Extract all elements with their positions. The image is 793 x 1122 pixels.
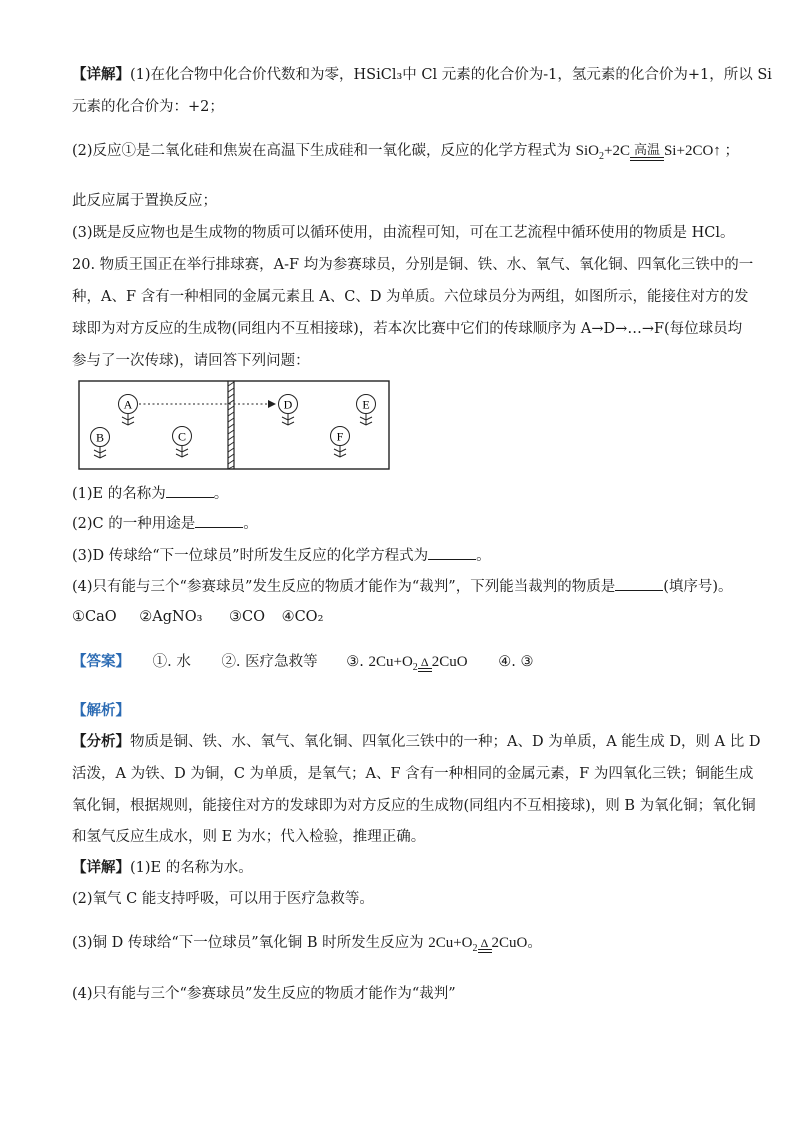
explain-line-2: (2)氧气 C 能支持呼吸，可以用于医疗急救等。 (72, 891, 374, 907)
option-3: ③CO (229, 609, 265, 625)
question-line-2: 种，A、F 含有一种相同的金属元素且 A、C、D 为单质。六位球员分为两组，如图所示，能接住对方的发 (72, 289, 749, 305)
q4-post: (填序号)。 (663, 579, 733, 595)
volleyball-diagram (78, 380, 390, 470)
heating-equals (418, 656, 432, 679)
explain-text: (3)铜 D 传球给“下一位球员”氧化铜 B 时所发生反应为 (72, 935, 424, 951)
answer-4: ④. ③ (498, 654, 534, 670)
analysis-tag: 【解析】 (72, 703, 130, 719)
reaction-post: ； (724, 143, 740, 159)
condition-equals (630, 143, 664, 168)
formula-sub: 2 (412, 662, 418, 673)
subquestion-2 (72, 513, 732, 535)
formula-sub: 2 (599, 151, 604, 162)
explain-line-1 (72, 857, 732, 879)
player-D (279, 395, 298, 426)
player-label: E (362, 397, 370, 412)
subquestion-3 (72, 545, 732, 567)
reaction-line (72, 140, 740, 168)
heating-symbol: Δ (480, 936, 489, 950)
pass-arrowhead (268, 400, 276, 408)
q2-post: 。 (243, 516, 258, 532)
analysis-line-2: 活泼，A 为铁、D 为铜，C 为单质，是氧气；A、F 含有一种相同的金属元素，F 为四氧化三铁；铜能生成 (72, 766, 754, 782)
question-line-1: 20. 物质王国正在举行排球赛，A-F 均为参赛球员，分别是铜、铁、水、氧气、氧化铜、四氧化三铁中的一 (72, 257, 754, 273)
heating-symbol: Δ (420, 655, 429, 669)
line-displacement: 此反应属于置换反应； (72, 193, 217, 209)
reaction-text: (2)反应①是二氧化硅和焦炭在高温下生成硅和一氧化碳，反应的化学方程式为 (72, 143, 572, 159)
net (228, 381, 234, 469)
reaction-equation (575, 142, 725, 162)
formula-left: SiO (575, 143, 599, 159)
answer-3-number: ③. (346, 654, 364, 670)
q1-post: 。 (213, 486, 229, 502)
explain-post: 。 (527, 935, 542, 951)
explain-text: (1)E 的名称为水。 (130, 860, 253, 876)
answer-blank-4[interactable] (615, 576, 663, 591)
answer-line (72, 651, 732, 679)
player-E (357, 395, 376, 426)
subquestion-4 (72, 576, 732, 598)
player-label: F (336, 429, 344, 444)
formula-plus: +2C (604, 143, 630, 159)
question-line-4: 参与了一次传球)，请回答下列问题： (72, 353, 310, 369)
answer-1: ①. 水 (152, 654, 191, 670)
answer-blank-1[interactable] (166, 483, 214, 498)
option-4: ④CO₂ (281, 609, 324, 625)
detail-tag: 【详解】 (72, 860, 130, 876)
answer-blank-2[interactable] (195, 513, 243, 528)
player-A (119, 395, 138, 426)
q3-post: 。 (476, 548, 491, 564)
explain-equation (428, 935, 528, 954)
detail-line-1 (72, 64, 772, 86)
answer-2: ②. 医疗急救等 (221, 654, 318, 670)
answer-tag: 【答案】 (72, 654, 130, 670)
explain-line-3 (72, 932, 732, 960)
analysis-subtag: 【分析】 (72, 734, 130, 750)
analysis-text: 物质是铜、铁、水、氧气、氧化铜、四氧化三铁中的一种；A、D 为单质，A 能生成 D，则 A 比 D (130, 734, 761, 750)
option-2: ②AgNO₃ (139, 609, 203, 625)
answer-blank-3[interactable] (428, 545, 476, 560)
player-label: B (95, 430, 105, 445)
answer-3-equation (368, 654, 468, 673)
player-B (91, 428, 110, 459)
line-recycle: (3)既是反应物也是生成物的物质可以循环使用，由流程可知，可在工艺流程中循环使用的物质是 HCl。 (72, 225, 735, 241)
player-label: A (123, 397, 133, 412)
detail-tag: 【详解】 (72, 67, 130, 83)
q2-text: (2)C 的一种用途是 (72, 516, 196, 532)
subquestion-1 (72, 483, 732, 505)
option-1: ①CaO (72, 609, 117, 625)
question-line-3: 球即为对方反应的生成物(同组内不互相接球)，若本次比赛中它们的传球顺序为 A→D→…→F(每位球员均 (72, 321, 743, 337)
options-line (72, 606, 732, 628)
q4-text: (4)只有能与三个“参赛球员”发生反应的物质才能作为“裁判”，下列能当裁判的物质是 (72, 579, 616, 595)
condition-label: 高温 (633, 142, 660, 157)
player-label: C (177, 429, 187, 444)
formula-sub: 2 (472, 943, 478, 954)
player-F (331, 427, 350, 458)
heating-equals (478, 937, 492, 960)
analysis-line-3: 氧化铜，根据规则，能接住对方的发球即为对方反应的生成物(同组内不互相接球)，则 B 为氧化铜；氧化铜 (72, 798, 756, 814)
detail-text: (1)在化合物中化合价代数和为零，HSiCl₃中 Cl 元素的化合价为-1，氢元素的化合价为+1，所以 Si (130, 67, 772, 83)
q3-text: (3)D 传球给“下一位球员”时所发生反应的化学方程式为 (72, 548, 429, 564)
formula-left: 2Cu+O (428, 935, 473, 951)
analysis-line-1 (72, 731, 761, 753)
formula-right: 2CuO (431, 654, 468, 670)
formula-right: Si+2CO↑ (663, 143, 721, 159)
formula-right: 2CuO (491, 935, 528, 951)
detail-line-2: 元素的化合价为：+2； (72, 99, 224, 115)
player-C (173, 427, 192, 458)
explain-line-4: (4)只有能与三个“参赛球员”发生反应的物质才能作为“裁判” (72, 986, 456, 1002)
player-label: D (283, 397, 293, 412)
formula-left: 2Cu+O (368, 654, 413, 670)
analysis-heading (72, 700, 732, 722)
analysis-line-4: 和氢气反应生成水，则 E 为水；代入检验，推理正确。 (72, 829, 426, 845)
q1-text: (1)E 的名称为 (72, 486, 166, 502)
